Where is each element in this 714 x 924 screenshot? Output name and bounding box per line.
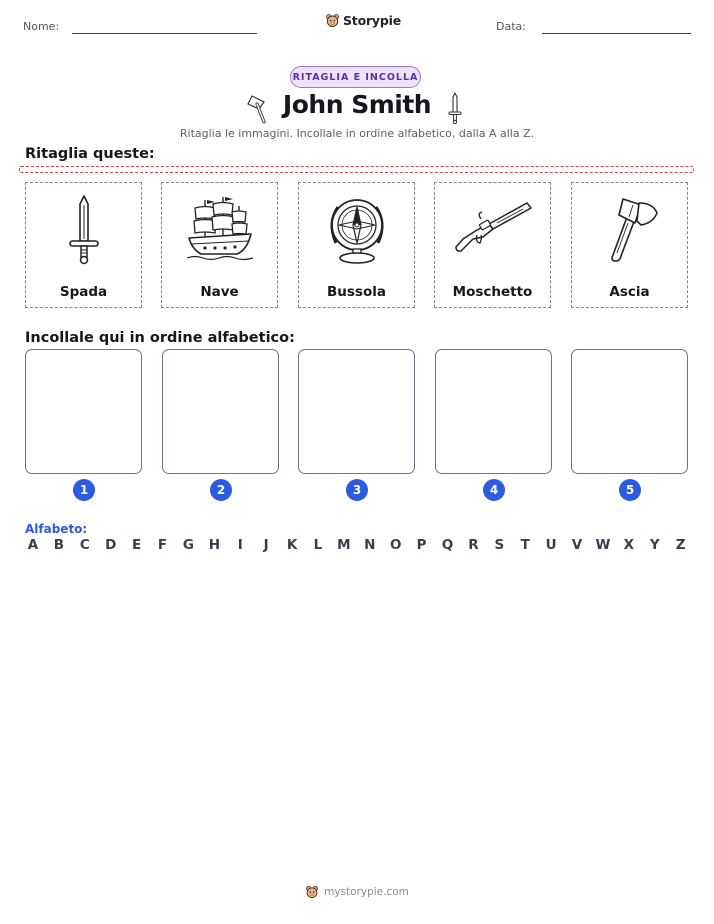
- alphabet-letter: O: [389, 537, 402, 553]
- date-label: Data:: [496, 20, 526, 33]
- axe-icon: [572, 189, 687, 269]
- cut-card-bussola[interactable]: [298, 182, 415, 308]
- card-label: Spada: [59, 284, 108, 300]
- footer: [0, 885, 714, 899]
- sword-icon: [26, 189, 141, 269]
- musket-icon: [435, 189, 550, 269]
- alphabet-letter: W: [595, 537, 611, 553]
- name-field-line[interactable]: [72, 33, 257, 34]
- slot-number-3: 3: [346, 479, 368, 501]
- alphabet-letter: P: [416, 537, 427, 553]
- student-name: John Smith: [282, 90, 432, 119]
- alphabet-letter: X: [623, 537, 635, 553]
- alphabet-letter: A: [27, 537, 39, 553]
- bear-mascot-icon: [325, 13, 340, 28]
- alphabet-letter: B: [53, 537, 65, 553]
- alphabet-letter: J: [263, 537, 269, 553]
- sword-decoration-icon: [446, 92, 464, 128]
- date-field-line[interactable]: [542, 33, 691, 34]
- alphabet-letter: G: [182, 537, 194, 553]
- alphabet-letter: E: [132, 537, 142, 553]
- activity-badge: RITAGLIA E INCOLLA: [290, 66, 421, 88]
- card-label: Bussola: [327, 284, 386, 300]
- storypie-logo: [325, 13, 401, 28]
- card-label: Ascia: [609, 284, 650, 300]
- alphabet-letter: T: [520, 537, 530, 553]
- ship-icon: [162, 189, 277, 269]
- paste-section-title: Incollale qui in ordine alfabetico:: [25, 330, 295, 346]
- name-label: Nome:: [23, 20, 60, 33]
- alphabet-letter: N: [364, 537, 376, 553]
- card-label: Nave: [200, 284, 239, 300]
- compass-icon: [299, 189, 414, 269]
- alphabet-letter: L: [313, 537, 323, 553]
- alphabet-title: Alfabeto:: [25, 522, 88, 536]
- card-label: Moschetto: [452, 284, 533, 300]
- cut-card-spada[interactable]: [25, 182, 142, 308]
- alphabet-letter: S: [494, 537, 505, 553]
- paste-box-4[interactable]: [435, 349, 552, 474]
- alphabet-letter: F: [157, 537, 168, 553]
- paste-box-5[interactable]: [571, 349, 688, 474]
- paste-box-2[interactable]: [162, 349, 279, 474]
- slot-number-5: 5: [619, 479, 641, 501]
- instructions-text: Ritaglia le immagini. Incollale in ordine alfabetico, dalla A alla Z.: [179, 127, 535, 140]
- paste-box-1[interactable]: [25, 349, 142, 474]
- cut-card-moschetto[interactable]: [434, 182, 551, 308]
- alphabet-letter: R: [468, 537, 479, 553]
- paste-box-3[interactable]: [298, 349, 415, 474]
- alphabet-letter: Z: [675, 537, 686, 553]
- alphabet-letter: V: [571, 537, 583, 553]
- alphabet-row: [25, 537, 689, 553]
- slot-number-1: 1: [73, 479, 95, 501]
- slot-number-4: 4: [483, 479, 505, 501]
- slot-number-2: 2: [210, 479, 232, 501]
- cut-section-title: Ritaglia queste:: [25, 146, 155, 162]
- cut-card-ascia[interactable]: [571, 182, 688, 308]
- cut-guide-line: [19, 166, 694, 173]
- bear-mascot-icon: [305, 885, 319, 899]
- alphabet-letter: M: [337, 537, 351, 553]
- alphabet-letter: H: [208, 537, 220, 553]
- alphabet-letter: Y: [649, 537, 660, 553]
- alphabet-letter: Q: [441, 537, 454, 553]
- alphabet-letter: C: [79, 537, 90, 553]
- alphabet-letter: U: [545, 537, 557, 553]
- alphabet-letter: I: [237, 537, 243, 553]
- alphabet-letter: D: [105, 537, 117, 553]
- footer-site-link[interactable]: mystorypie.com: [324, 886, 409, 898]
- alphabet-letter: K: [286, 537, 298, 553]
- cut-card-nave[interactable]: [161, 182, 278, 308]
- brand-name: Storypie: [343, 13, 401, 28]
